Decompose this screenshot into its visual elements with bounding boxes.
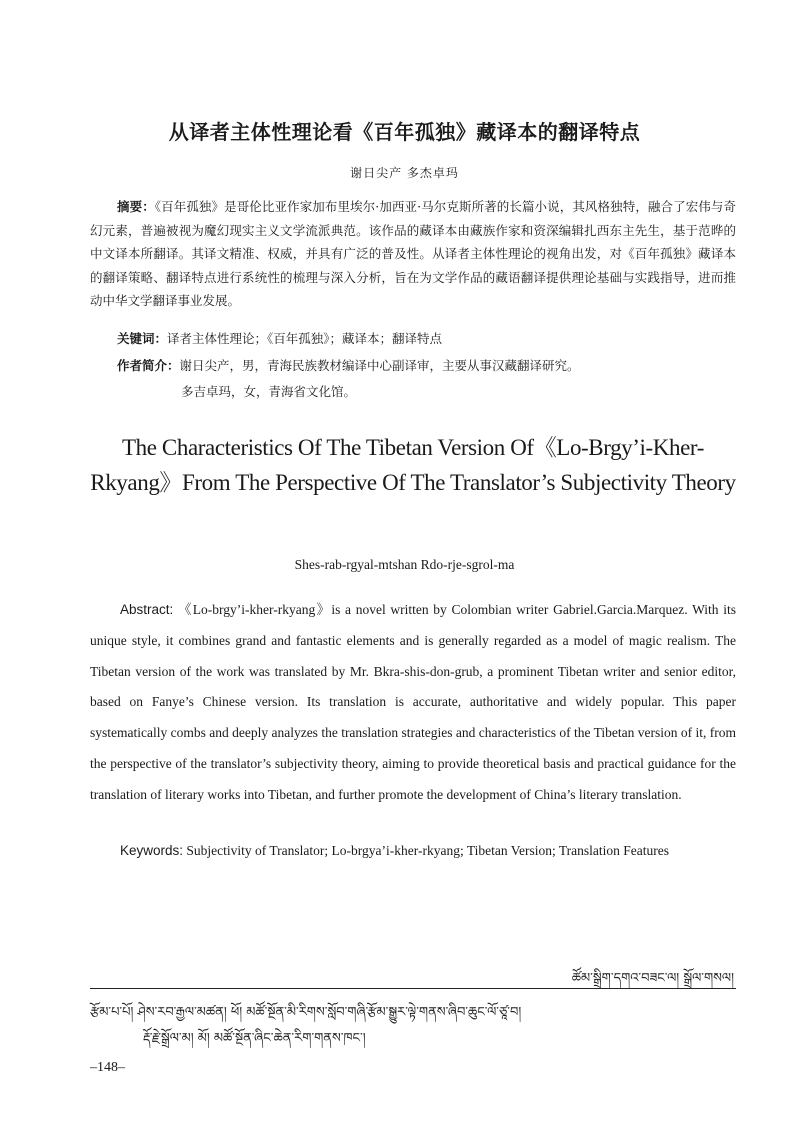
english-title: The Characteristics Of The Tibetan Version Of《Lo-Brgy’i-Kher-Rkyang》From The Perspective Of The Translator’s Subjectivity Theory bbox=[90, 435, 736, 495]
chinese-abstract bbox=[90, 195, 736, 313]
english-keywords-text: Subjectivity of Translator; Lo-brgya’i-kher-rkyang; Tibetan Version; Translation Features bbox=[183, 843, 669, 858]
chinese-keywords-label: 关键词： bbox=[117, 331, 168, 346]
tibetan-editor-line: ཚོམ་སྒྲིག་དགའ་བཟང་ལ། སྒྲོལ་གསལ། bbox=[571, 971, 734, 986]
chinese-abstract-text: 《百年孤独》是哥伦比亚作家加布里埃尔·加西亚·马尔克斯所著的长篇小说，其风格独特，融合了宏伟与奇幻元素，普遍被视为魔幻现实主义文学流派典范。该作品的藏译本由藏族作家和资深编辑扎西东主先生，基于范晔的中文译本所翻译。其译文精准、权威，并具有广泛的普及性。从译者主体性理论的视角出发，对《百年孤独》藏译本的翻译策略、翻译特点进行系统性的梳理与深入分析，旨在为文学作品的藏语翻译提供理论基础与实践指导，进而推动中华文学翻译事业发展。 bbox=[90, 199, 736, 308]
english-abstract-text: 《Lo-brgy’i-kher-rkyang》is a novel written by Colombian writer Gabriel.Garcia.Marquez. With its unique style, it combines grand and fantastic elements and is generally regarded as a model of magic realism. The Tibetan version of the work was translated by Mr. Bkra-shis-don-grub, a prominent Tibetan writer and senior editor, based on Fanye’s Chinese version. Its translation is accurate, authoritative and widely popular. This paper systematically combs and deeply analyzes the translation strategies and characteristics of the Tibetan version of it, from the perspective of the translator’s subjectivity theory, aiming to provide theoretical basis and practical guidance for the translation of literary works into Tibetan, and further promote the development of China’s literary translation. bbox=[90, 602, 736, 802]
chinese-bio-label: 作者简介： bbox=[117, 358, 180, 373]
chinese-abstract-label: 摘要： bbox=[117, 199, 155, 214]
english-keywords-label: Keywords: bbox=[120, 843, 184, 858]
tibetan-author-note-first: རྩོམ་པ་པོ། ཤེས་རབ་རྒྱལ་མཚན། ཕོ། མཚོ་སྔོན་མི་རིགས་སློབ་གཞི་རྩོམ་སྒྱུར་ལྟེ་གནས་ཞིབ་ཆུང་ལོ་ཙཱ་བ། bbox=[90, 1005, 522, 1020]
chinese-title: 从译者主体性理论看《百年孤独》藏译本的翻译特点 bbox=[168, 120, 641, 144]
chinese-bio-second-author: 多吉卓玛，女，青海省文化馆。 bbox=[181, 384, 357, 399]
english-abstract bbox=[90, 595, 736, 811]
chinese-author-bio bbox=[117, 354, 737, 378]
chinese-keywords-text: 译者主体性理论；《百年孤独》；藏译本；翻译特点 bbox=[167, 331, 443, 346]
chinese-keywords bbox=[117, 327, 737, 351]
english-authors: Shes-rab-rgyal-mtshan Rdo-rje-sgrol-ma bbox=[294, 557, 515, 572]
footnote-divider bbox=[90, 988, 736, 989]
chinese-bio-first-author: 谢日尖产，男，青海民族教材编译中心副译审，主要从事汉藏翻译研究。 bbox=[179, 358, 580, 373]
tibetan-author-note-second: རྡོ་རྗེ་སྒྲོལ་མ། མོ། མཚོ་སྔོན་ཞིང་ཆེན་རིག་གནས་ཁང་། bbox=[143, 1031, 366, 1046]
page-number: –148– bbox=[90, 1060, 125, 1075]
english-keywords bbox=[120, 840, 740, 862]
english-abstract-label: Abstract: bbox=[120, 602, 174, 617]
chinese-authors: 谢日尖产 多杰卓玛 bbox=[350, 166, 459, 180]
